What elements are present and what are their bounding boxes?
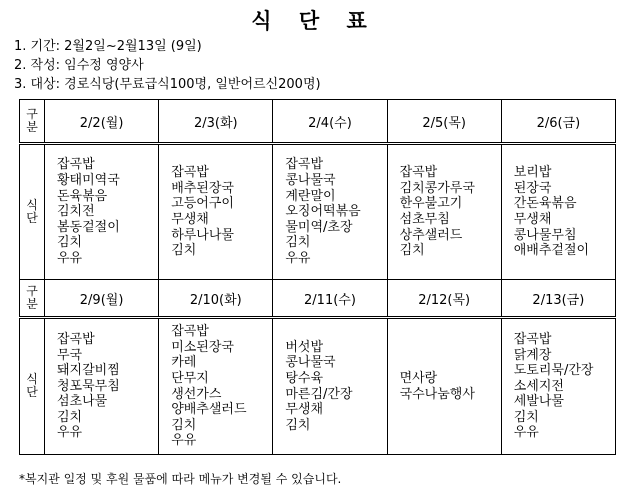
menu-cell [387, 318, 501, 455]
menu-cell [273, 318, 387, 455]
menu-item: 배추된장국 [171, 180, 234, 196]
week1-header-row [20, 100, 616, 144]
menu-item: 김치전 [57, 204, 95, 220]
menu-list [273, 157, 386, 266]
menu-item: 미소된장국 [171, 339, 234, 355]
menu-item: 무생채 [285, 402, 324, 418]
menu-item: 김치 [285, 417, 311, 433]
menu-cell [501, 144, 615, 280]
header-label: 구분 [26, 106, 38, 134]
menu-item: 봄동겉절이 [57, 219, 120, 235]
week2-menu-row [20, 318, 616, 455]
menu-item: 물미역/초장 [285, 219, 353, 235]
menu-list [388, 165, 501, 259]
date-cell: 2/4(수) [273, 100, 387, 144]
menu-item: 탕수육 [285, 370, 324, 386]
menu-list [159, 324, 272, 449]
page-title: 식 단 표 [251, 9, 377, 33]
menu-item: 잡곡밥 [57, 331, 95, 347]
menu-item: 잡곡밥 [399, 165, 438, 181]
info-author: 2. 작성: 임수정 영양사 [14, 58, 144, 73]
menu-item: 마른김/간장 [285, 386, 353, 402]
menu-item: 우유 [513, 425, 539, 441]
date-cell: 2/2(월) [45, 100, 159, 144]
menu-item: 무국 [57, 347, 83, 363]
menu-list [273, 340, 386, 434]
menu-item: 단무지 [171, 370, 209, 386]
menu-item: 도토리묵/간장 [513, 363, 594, 379]
menu-item: 콩나물무침 [513, 227, 577, 243]
menu-item: 섬초무침 [399, 212, 450, 227]
menu-item: 콩나물국 [285, 173, 336, 189]
menu-list [45, 157, 158, 266]
date-cell: 2/6(금) [501, 100, 615, 144]
menu-item: 우유 [57, 425, 83, 441]
info-block [14, 37, 321, 94]
menu-cell [45, 318, 159, 455]
menu-cell [45, 144, 159, 280]
menu-item: 돈육볶음 [57, 188, 108, 204]
menu-label: 식단 [26, 372, 38, 399]
menu-item: 생선가스 [171, 386, 222, 402]
menu-item: 돼지갈비찜 [57, 363, 120, 379]
menu-item: 간돈육볶음 [513, 196, 577, 212]
header-label: 구분 [26, 283, 38, 311]
menu-item: 김치콩가루국 [399, 180, 475, 196]
date-cell: 2/13(금) [501, 280, 615, 318]
menu-item: 하루나나물 [171, 227, 234, 243]
menu-item: 황태미역국 [57, 173, 120, 189]
menu-item: 닭계장 [513, 347, 552, 363]
menu-label: 식단 [26, 197, 38, 225]
menu-item: 한우불고기 [399, 196, 463, 212]
date-cell: 2/11(수) [273, 280, 387, 318]
menu-item: 면사랑 [399, 370, 438, 386]
menu-cell [159, 318, 273, 455]
info-period: 1. 기간: 2월2일~2월13일 (9일) [14, 39, 202, 54]
menu-item: 우유 [57, 250, 83, 266]
info-target: 3. 대상: 경로식당(무료급식100명, 일반어르신200명) [14, 77, 321, 92]
menu-item: 잡곡밥 [513, 331, 552, 347]
footnote: *복지관 일정 및 후원 물품에 따라 메뉴가 변경될 수 있습니다. [19, 472, 342, 486]
menu-item: 섬초나물 [57, 394, 108, 410]
menu-item: 김치 [285, 235, 311, 251]
menu-item: 우유 [285, 250, 311, 266]
date-cell: 2/12(목) [387, 280, 501, 318]
menu-item: 김치 [57, 235, 83, 251]
menu-item: 청포묵무침 [57, 378, 120, 394]
menu-cell [387, 144, 501, 280]
menu-item: 애배추겉절이 [513, 243, 590, 259]
menu-item: 계란말이 [285, 188, 336, 204]
menu-label-cell [20, 144, 45, 280]
menu-item: 양배추샐러드 [171, 402, 247, 418]
menu-item: 무생채 [513, 212, 552, 227]
menu-item: 버섯밥 [285, 339, 324, 355]
menu-item: 우유 [171, 433, 197, 449]
menu-item: 김치 [399, 243, 425, 259]
menu-item: 세발나물 [513, 394, 564, 410]
menu-item: 김치 [171, 243, 197, 259]
header-label-cell [20, 280, 45, 318]
date-cell: 2/9(월) [45, 280, 159, 318]
menu-item: 김치 [171, 417, 197, 433]
week2-header-row [20, 280, 616, 318]
week1-menu-row [20, 144, 616, 280]
menu-item: 카레 [171, 355, 197, 371]
menu-item: 김치 [57, 409, 83, 425]
menu-item: 잡곡밥 [171, 324, 209, 340]
menu-item: 잡곡밥 [171, 165, 209, 181]
menu-list [45, 332, 158, 441]
menu-item: 된장국 [513, 180, 552, 196]
menu-item: 무생채 [171, 212, 209, 227]
date-cell: 2/3(화) [159, 100, 273, 144]
menu-label-cell [20, 318, 45, 455]
menu-list [388, 371, 501, 402]
menu-item: 고등어구이 [171, 196, 234, 212]
header-label-cell [20, 100, 45, 144]
menu-table [19, 99, 616, 455]
menu-cell [159, 144, 273, 280]
menu-item: 콩나물국 [285, 355, 336, 371]
menu-cell [501, 318, 615, 455]
menu-item: 국수나눔행사 [399, 386, 475, 402]
menu-list [502, 332, 615, 441]
menu-list [502, 165, 615, 259]
menu-item: 김치 [513, 409, 539, 425]
menu-item: 오징어떡볶음 [285, 204, 361, 220]
menu-list [159, 165, 272, 259]
menu-item: 잡곡밥 [57, 157, 95, 173]
menu-cell [273, 144, 387, 280]
menu-item: 잡곡밥 [285, 157, 324, 173]
menu-item: 보리밥 [513, 165, 552, 181]
date-cell: 2/5(목) [387, 100, 501, 144]
date-cell: 2/10(화) [159, 280, 273, 318]
menu-item: 소세지전 [513, 378, 564, 394]
menu-item: 상추샐러드 [399, 227, 463, 243]
